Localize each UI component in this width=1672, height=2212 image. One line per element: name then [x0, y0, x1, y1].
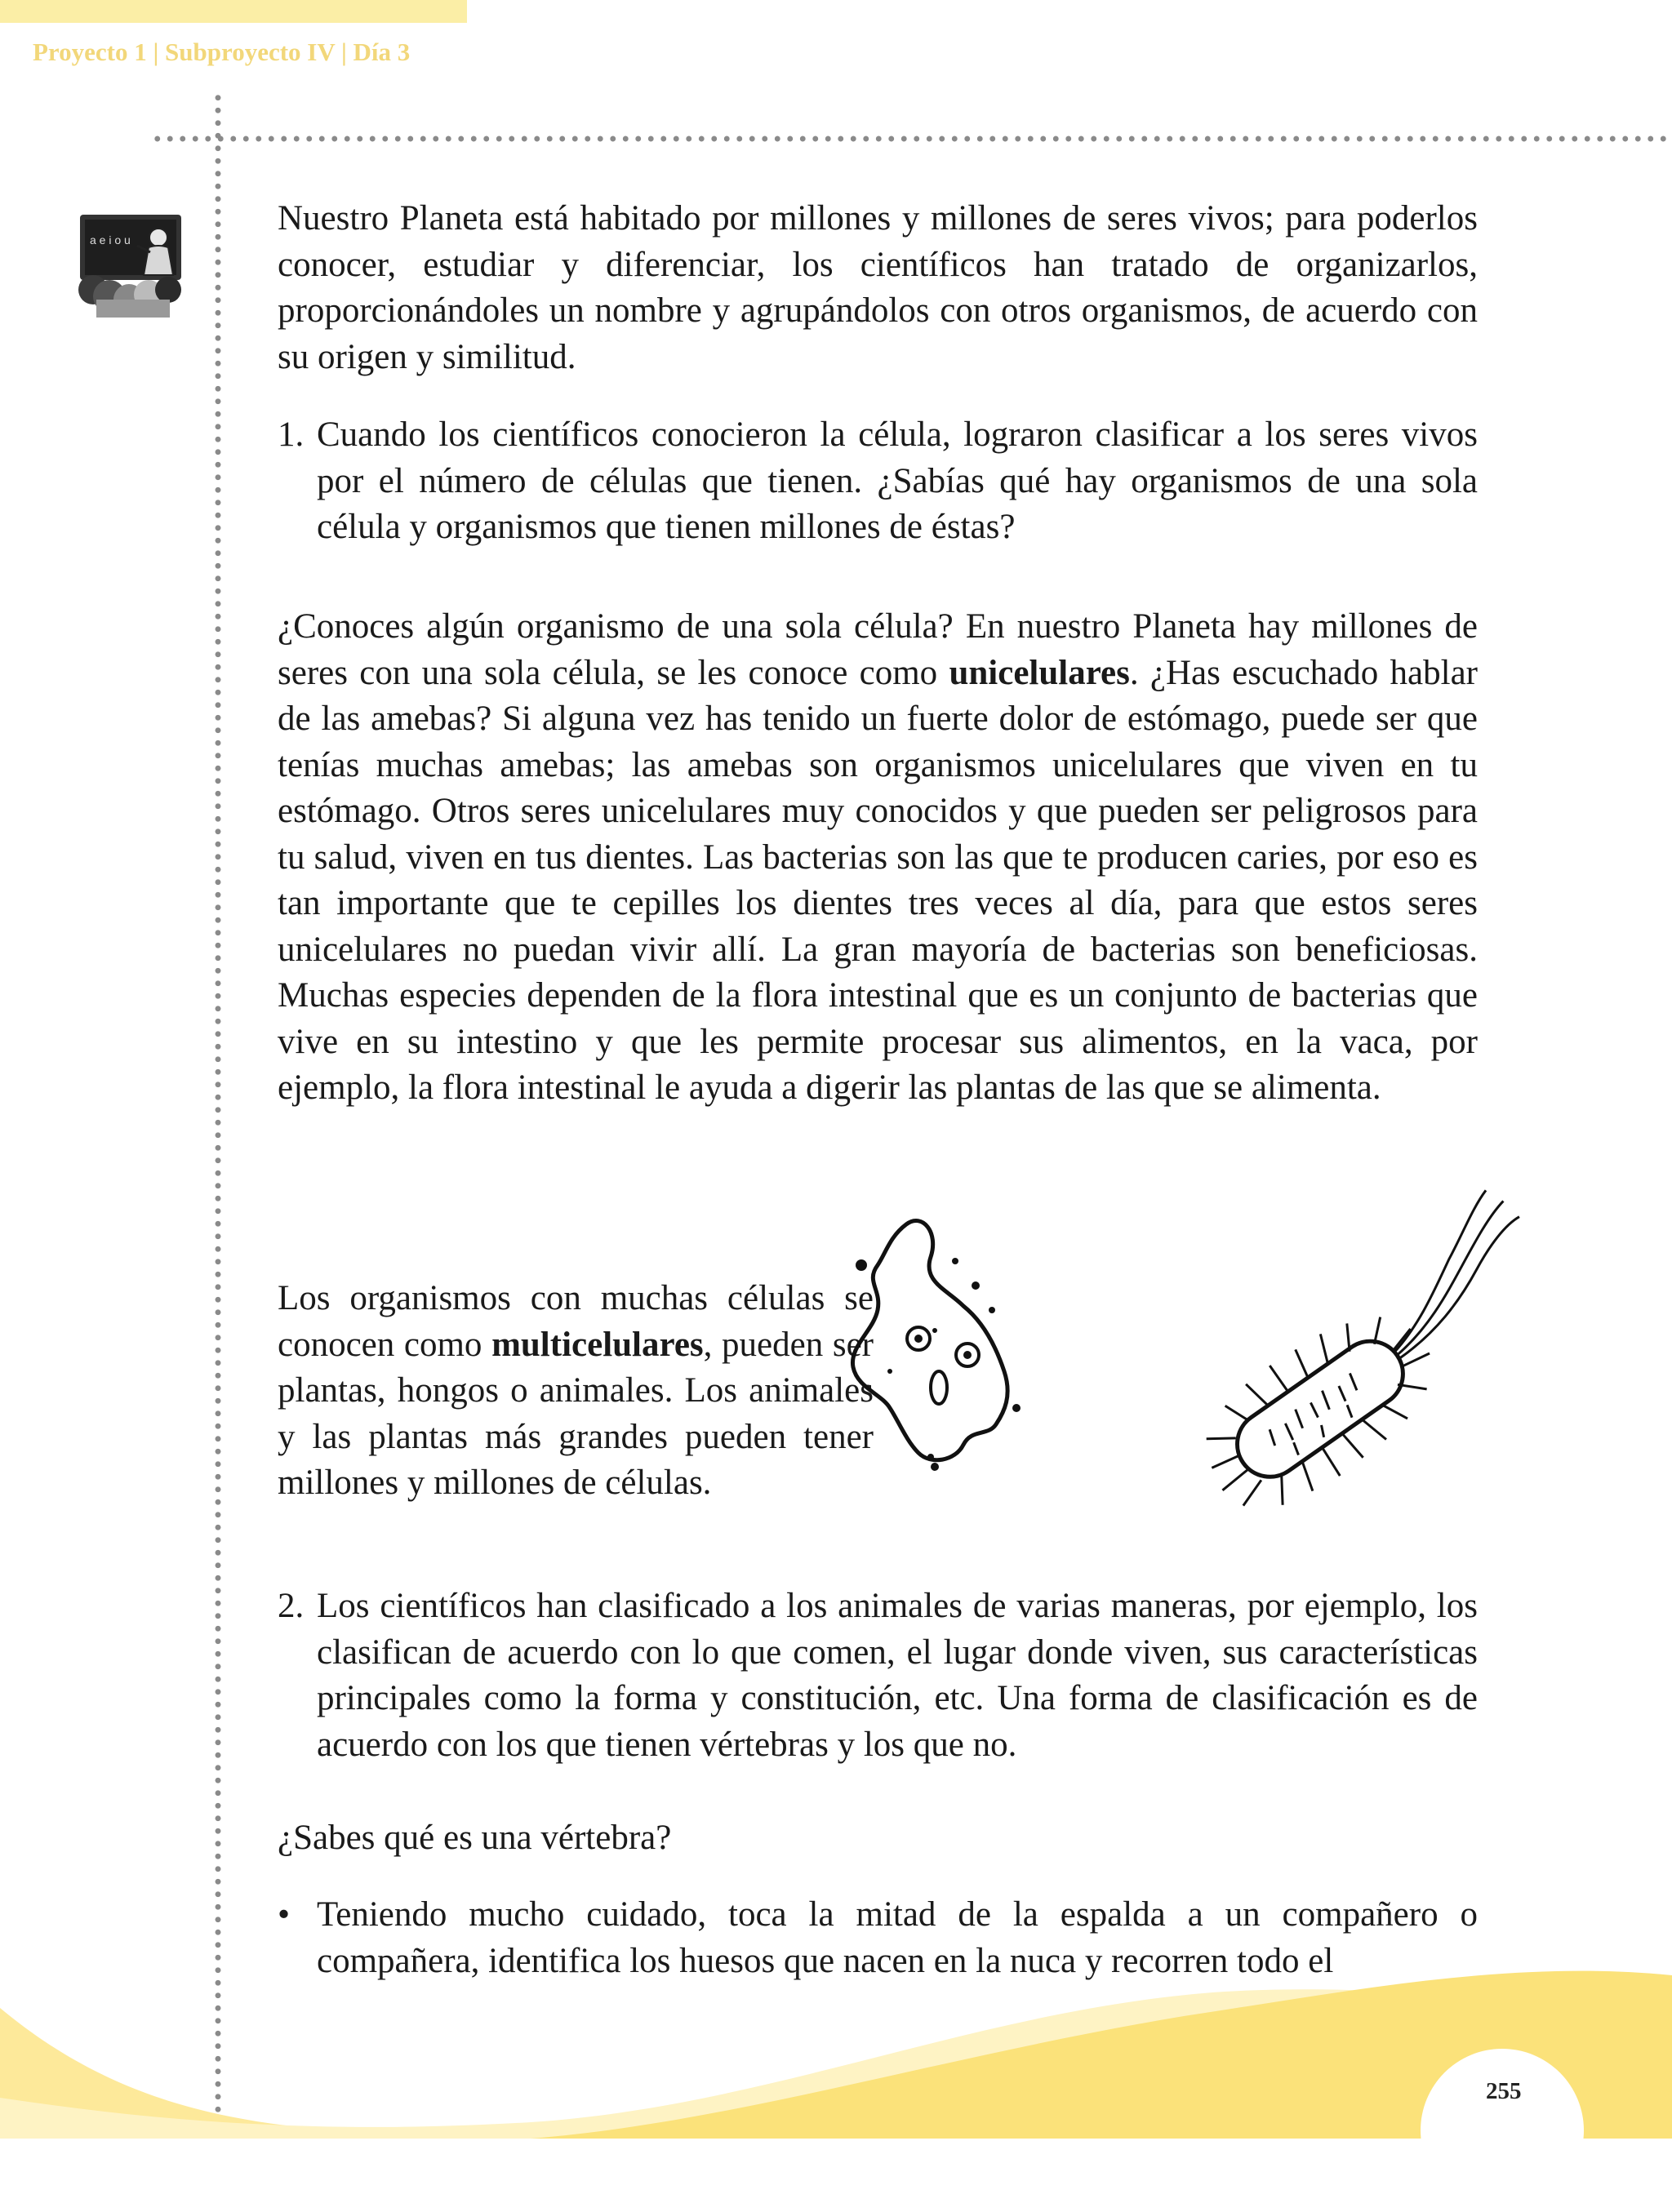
- multicelulares-text-after: , pueden ser plantas, hongos o animales. Los animales y las plantas más grandes pueden tener millones y millones de células.: [278, 1325, 874, 1502]
- unicelulares-text-after: . ¿Has escuchado hablar de las amebas? Si alguna vez has tenido un fuerte dolor de estómago, puede ser que tenías muchas amebas; las amebas son organismos unicelulares que viven en tu estómago. Otros seres unicelulares muy conocidos y que pueden ser peligrosos para tu salud, viven en tus dientes. Las bacterias son las que te producen caries, por eso es tan importante que te cepilles los dientes tres veces al día, para que estos seres unicelulares no puedan vivir allí. La gran mayoría de bacterias son beneficiosas. Muchas especies dependen de la flora intestinal que es un conjunto de bacterias que vive en su intestino y que les permite procesar sus alimentos, en la vaca, por ejemplo, la flora intestinal le ayuda a digerir las plantas de las que se alimenta.: [278, 653, 1478, 1107]
- numbered-item-2-text: Los científicos han clasificado a los animales de varias maneras, por ejemplo, los clasifican de acuerdo con lo que comen, el lugar donde viven, sus características principales como la forma y constitución, etc. Una forma de clasificación es de acuerdo con los que tienen vértebras y los que no.: [317, 1587, 1478, 1764]
- page-number: 255: [1486, 2078, 1522, 2104]
- bacterium-illustration: [1176, 1188, 1551, 1530]
- teacher-chalkboard-icon: [72, 208, 186, 322]
- list-marker: 1.: [278, 415, 305, 454]
- multicelulares-term: multicelulares: [491, 1325, 704, 1364]
- footer-wave-decoration: [0, 1959, 1672, 2139]
- vertebra-question: ¿Sabes qué es una vértebra?: [278, 1819, 672, 1857]
- chalkboard-letters: a e i o u: [90, 233, 131, 247]
- unicelulares-term: unicelulares: [949, 653, 1130, 692]
- dotted-divider-vertical: [214, 91, 222, 2139]
- unicelulares-text-before: ¿Conoces algún organismo de una sola célula? En nuestro Planeta hay millones de seres con una sola célula, se les conoce como: [278, 607, 1478, 692]
- dotted-divider-horizontal: [151, 135, 1672, 143]
- page-number-circle: [1421, 2049, 1584, 2212]
- intro-paragraph: Nuestro Planeta está habitado por millones y millones de seres vivos; para poderlos conocer, estudiar y diferenciar, los científicos han tratado de organizarlos, proporcionándoles un nombre y agrupándolos con otros organismos, de acuerdo con su origen y similitud.: [278, 199, 1478, 376]
- amoeba-illustration: [841, 1208, 1037, 1486]
- numbered-item-1-text: Cuando los científicos conocieron la célula, lograron clasificar a los seres vivos por el número de células que tienen. ¿Sabías qué hay organismos de una sola célula y organismos que tienen millones de éstas?: [317, 415, 1478, 546]
- bullet-marker: •: [278, 1895, 291, 1934]
- list-marker: 2.: [278, 1587, 305, 1625]
- multicelulares-paragraph: [278, 1276, 874, 1507]
- multicelulares-text-before: Los organismos con muchas células se conocen como: [278, 1279, 874, 1364]
- top-accent-bar: [0, 0, 467, 23]
- running-head: Proyecto 1 | Subproyecto IV | Día 3: [33, 38, 411, 66]
- unicelulares-paragraph: [278, 604, 1478, 1112]
- bullet-item-text: Teniendo mucho cuidado, toca la mitad de la espalda a un compañero o compañera, identifica los huesos que nacen en la nuca y recorren todo el: [317, 1895, 1478, 1980]
